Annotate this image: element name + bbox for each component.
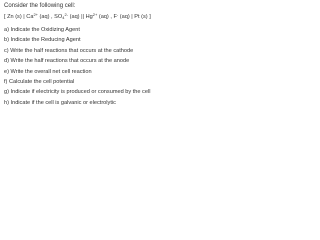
cell-part-pt: (aq) | Pt (s) ] — [118, 14, 151, 20]
intro-text: Consider the following cell: — [4, 3, 76, 9]
so4-subscript: 4 — [62, 15, 65, 20]
so4-charge: 2- — [64, 12, 69, 17]
cell-notation — [4, 14, 196, 21]
question-f: f) Calculate the cell potential — [4, 78, 75, 85]
ca-charge: 2+ — [33, 12, 38, 17]
question-e: e) Write the overall net cell reaction — [4, 68, 92, 75]
question-c: c) Write the half reactions that occurs at the cathode — [4, 47, 134, 54]
cell-part-so4: (aq) , SO — [38, 14, 63, 20]
hg-charge: 2+ — [92, 12, 98, 17]
cell-part-hg: (aq) || Hg — [68, 14, 93, 20]
cell-part-f: (aq) , F — [97, 14, 117, 20]
cell-part-zn: [ Zn (s) | Ca — [4, 14, 34, 20]
question-page — [0, 0, 200, 118]
f-charge: - — [116, 12, 119, 17]
question-a: a) Indicate the Oxidizing Agent — [4, 27, 80, 33]
question-g: g) Indicate if electricity is produced or consumed by the cell — [4, 89, 151, 96]
question-list — [4, 27, 196, 107]
question-h: h) Indicate if the cell is galvanic or electrolytic — [4, 99, 116, 106]
question-d: d) Write the half reactions that occurs at the anode — [4, 58, 130, 65]
question-b: b) Indicate the Reducing Agent — [4, 37, 81, 44]
